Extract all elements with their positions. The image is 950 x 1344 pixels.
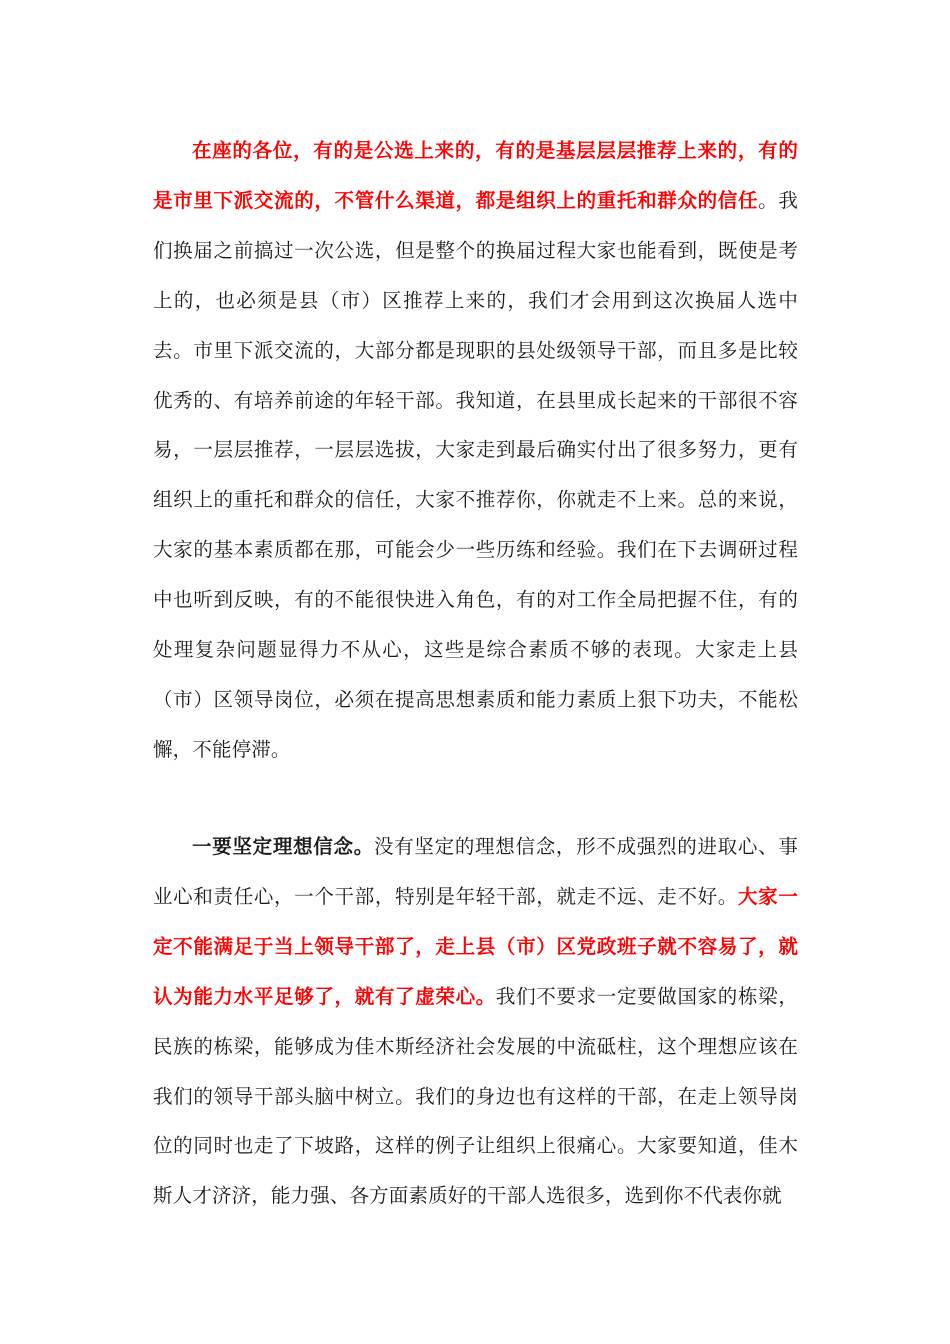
emphasis-red-lead: 在座的各位，有的是公选上来的，有的是基层层层推荐上来的，有的是市里下派交流的，不管什么渠道，都是组织上的重托和群众的信任 — [153, 139, 798, 212]
paragraph-body-text: 。我们换届之前搞过一次公选，但是整个的换届过程大家也能看到，既使是考上的，也必须是县（市）区推荐上来的，我们才会用到这次换届人选中去。市里下派交流的，大部分都是现职的县处级领导干部，而且多是比较优秀的、有培养前途的年轻干部。我知道，在县里成长起来的干部很不容易，一层层推荐，一层层选拔，大家走到最后确实付出了很多努力，更有组织上的重托和群众的信任，大家不推荐你，你就走不上来。总的来说，大家的基本素质都在那，可能会少一些历练和经验。我们在下去调研过程中也听到反映，有的不能很快进入角色，有的对工作全局把握不住，有的处理复杂问题显得力不从心，这些是综合素质不够的表现。大家走上县（市）区领导岗位，必须在提高思想素质和能力素质上狠下功夫，不能松懈，不能停滞。 — [153, 188, 798, 761]
paragraph-ideals — [153, 822, 798, 1221]
paragraph-body-text-a: 没有坚定的理想信念，形不成强烈的进取心、事业心和责任心，一个干部，特别是年轻干部，就走不远、走不好。 — [153, 835, 798, 908]
emphasis-red-middle: 大家一定不能满足于当上领导干部了，走上县（市）区党政班子就不容易了，就认为能力水平足够了，就有了虚荣心。 — [153, 884, 798, 1008]
section-heading-bold: 一要坚定理想信念。 — [192, 835, 374, 858]
paragraph-body-text-b: 我们不要求一定要做国家的栋梁，民族的栋梁，能够成为佳木斯经济社会发展的中流砥柱，这个理想应该在我们的领导干部头脑中树立。我们的身边也有这样的干部，在走上领导岗位的同时也走了下坡路，这样的例子让组织上很痛心。大家要知道，佳木斯人才济济，能力强、各方面素质好的干部人选很多，选到你不代表你就 — [153, 984, 798, 1208]
paragraph-intro — [153, 126, 798, 775]
